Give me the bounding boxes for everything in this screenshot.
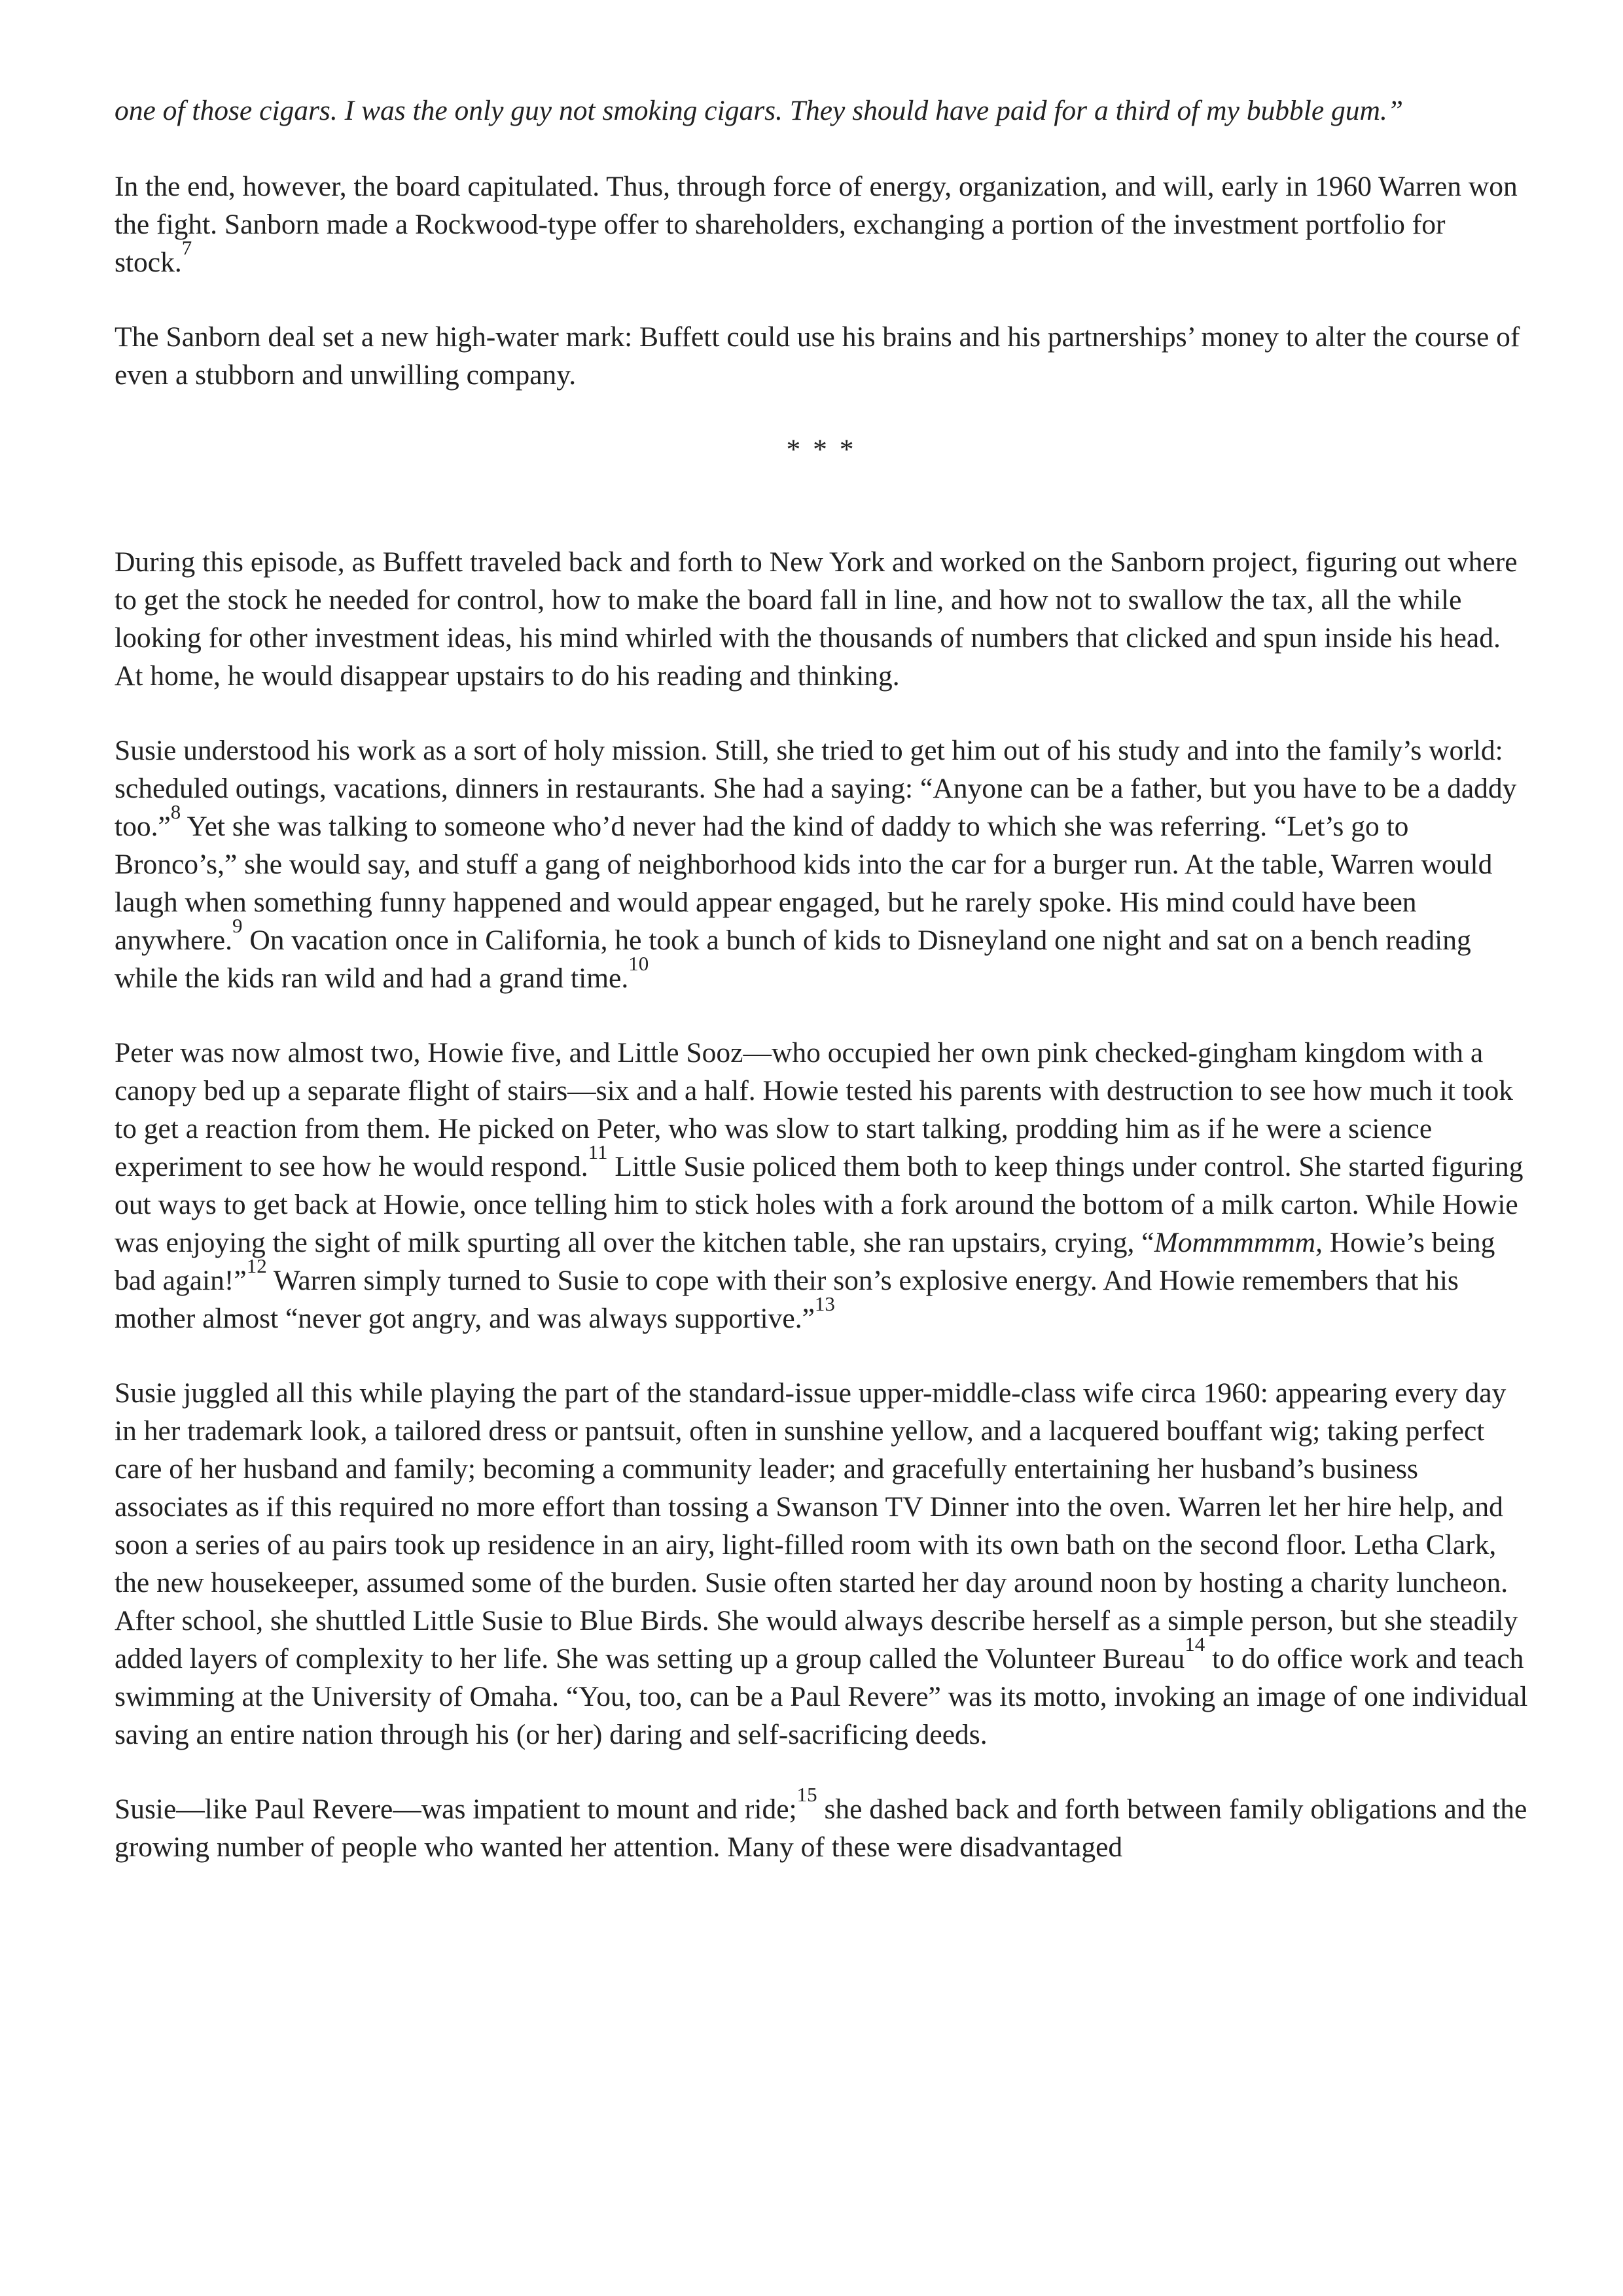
italic-text: one of those cigars. I was the only guy not smoking cigars. They should have paid for a third of my bubble gum.”: [115, 95, 1404, 126]
footnote-ref-11[interactable]: 11: [588, 1140, 608, 1163]
text-run: On vacation once in California, he took a bunch of kids to Disneyland one night and sat on a bench reading while the kids ran wild and had a grand time.: [115, 925, 1471, 994]
paragraph-board-capitulated: [115, 168, 1528, 281]
paragraph-quote-end: [115, 92, 1528, 130]
footnote-ref-9[interactable]: 9: [232, 914, 243, 937]
section-separator: * * *: [786, 434, 857, 465]
text-run: The Sanborn deal set a new high-water mark: Buffett could use his brains and his partnerships’ money to alter the course of even a stubborn and unwilling company.: [115, 321, 1520, 391]
text-run: Howie’s being bad again!”: [115, 1227, 1495, 1296]
footnote-ref-14[interactable]: 14: [1185, 1633, 1205, 1655]
text-run: Warren simply turned to Susie to cope with their son’s explosive energy. And Howie remembers that his mother almost “never got angry, and was always supportive.”: [115, 1265, 1459, 1334]
paragraph-sanborn-deal: [115, 318, 1528, 394]
document-page: [115, 92, 1528, 1866]
footnote-ref-10[interactable]: 10: [628, 952, 649, 975]
text-run: Little Susie policed them both to keep things under control. She started figuring out ways to get back at Howie, once telling him to stick holes with a fork around the bottom of a milk carton. While Howie was enjoying the sight of milk spurting all over the kitchen table, she ran upstairs, crying, “: [115, 1151, 1524, 1258]
text-run: Susie understood his work as a sort of holy mission. Still, she tried to get him out of his study and into the family’s world: scheduled outings, vacations, dinners in restaurants. She had a saying: “Anyone can be a father, but you have to be a daddy too.”: [115, 735, 1517, 842]
text-run: Susie—like Paul Revere—was impatient to mount and ride;: [115, 1793, 797, 1825]
text-run: she dashed back and forth between family obligations and the growing number of people who wanted her attention. Many of these were disadvantaged: [115, 1793, 1527, 1863]
text-run: During this episode, as Buffett traveled back and forth to New York and worked on the Sanborn project, figuring out where to get the stock he needed for control, how to make the board fall in line, and how not to swallow the tax, all the while looking for other investment ideas, his mind whirled with the thousands of numbers that clicked and spun inside his head. At home, he would disappear upstairs to do his reading and thinking.: [115, 546, 1518, 692]
paragraph-children: [115, 1034, 1528, 1337]
text-run: to do office work and teach swimming at the University of Omaha. “You, too, can be a Paul Revere” was its motto, invoking an image of one individual saving an entire nation through his (or her) daring and self-sacrificing deeds.: [115, 1643, 1528, 1750]
footnote-ref-13[interactable]: 13: [814, 1292, 835, 1315]
italic-text: Mommmmmm,: [1154, 1227, 1323, 1258]
paragraph-episode: [115, 543, 1528, 695]
text-run: Susie juggled all this while playing the part of the standard-issue upper-middle-class wife circa 1960: appearing every day in her trademark look, a tailored dress or pantsuit, often in sunshine yellow, and a lacquered bouffant wig; taking perfect care of her husband and family; becoming a community leader; and gracefully entertaining her husband’s business associates as if this required no more effort than tossing a Swanson TV Dinner into the oven. Warren let her hire help, and soon a series of au pairs took up residence in an airy, light-filled room with its own bath on the second floor. Letha Clark, the new housekeeper, assumed some of the burden. Susie often started her day around noon by hosting a charity luncheon. After school, she shuttled Little Susie to Blue Birds. She would always describe herself as a simple person, but she steadily added layers of complexity to her life. She was setting up a group called the Volunteer Bureau: [115, 1377, 1518, 1674]
text-run: In the end, however, the board capitulated. Thus, through force of energy, organization, and will, early in 1960 Warren won the fight. Sanborn made a Rockwood-type offer to shareholders, exchanging a portion of the investment portfolio for stock.: [115, 171, 1518, 278]
text-run: Yet she was talking to someone who’d never had the kind of daddy to which she was referring. “Let’s go to Bronco’s,” she would say, and stuff a gang of neighborhood kids into the car for a burger run. At the table, Warren would laugh when something funny happened and would appear engaged, but he rarely spoke. His mind could have been anywhere.: [115, 811, 1493, 956]
footnote-ref-12[interactable]: 12: [246, 1254, 267, 1277]
footnote-ref-7[interactable]: 7: [181, 236, 192, 259]
paragraph-holy-mission: [115, 732, 1528, 997]
paragraph-susie-juggled: [115, 1374, 1528, 1754]
footnote-ref-8[interactable]: 8: [170, 800, 181, 823]
footnote-ref-15[interactable]: 15: [796, 1783, 817, 1806]
text-run: Peter was now almost two, Howie five, and Little Sooz—who occupied her own pink checked-gingham kingdom with a canopy bed up a separate flight of stairs—six and a half. Howie tested his parents with destruction to see how much it took to get a reaction from them. He picked on Peter, who was slow to start talking, prodding him as if he were a science experiment to see how he would respond.: [115, 1037, 1514, 1182]
paragraph-paul-revere: [115, 1783, 1528, 1866]
